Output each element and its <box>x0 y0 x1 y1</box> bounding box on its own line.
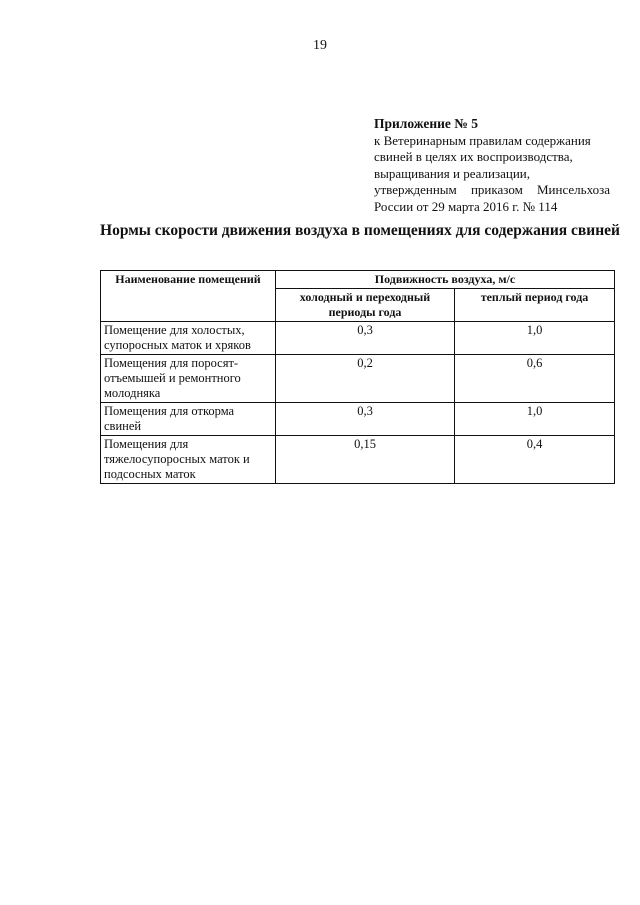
room-name-cell: Помещения для откорма свиней <box>101 403 276 436</box>
warm-value-cell: 0,4 <box>455 436 615 484</box>
appendix-line: свиней в целях их воспроизводства, <box>374 149 573 164</box>
document-title: Нормы скорости движения воздуха в помещениях для содержания свиней <box>100 222 620 239</box>
table-row <box>101 436 615 484</box>
appendix-line: утвержденным приказом Минсельхоза <box>374 182 610 197</box>
table-row <box>101 355 615 403</box>
appendix-line: России от 29 марта 2016 г. № 114 <box>374 198 558 214</box>
appendix-line: выращивания и реализации, <box>374 165 530 181</box>
header-warm-period: теплый период года <box>455 289 615 322</box>
appendix-line: к Ветеринарным правилам содержания <box>374 132 591 148</box>
table-header-row <box>101 271 615 289</box>
table-row <box>101 403 615 436</box>
page-number: 19 <box>313 38 327 53</box>
appendix-block <box>374 116 610 215</box>
appendix-title: Приложение № 5 <box>374 116 478 131</box>
header-cold-period: холодный и переходный периоды года <box>276 289 455 322</box>
warm-value-cell: 1,0 <box>455 403 615 436</box>
warm-value-cell: 0,6 <box>455 355 615 403</box>
room-name-cell: Помещения для поросят-отъемышей и ремонтного молодняка <box>101 355 276 403</box>
table-row <box>101 322 615 355</box>
air-velocity-table <box>100 270 615 484</box>
room-name-cell: Помещения для тяжелосупоросных маток и подсосных маток <box>101 436 276 484</box>
cold-value-cell: 0,3 <box>276 322 455 355</box>
cold-value-cell: 0,3 <box>276 403 455 436</box>
warm-value-cell: 1,0 <box>455 322 615 355</box>
room-name-cell: Помещение для холостых, супоросных маток и хряков <box>101 322 276 355</box>
header-air-mobility: Подвижность воздуха, м/с <box>276 271 615 289</box>
cold-value-cell: 0,15 <box>276 436 455 484</box>
cold-value-cell: 0,2 <box>276 355 455 403</box>
header-room-name: Наименование помещений <box>101 271 276 322</box>
